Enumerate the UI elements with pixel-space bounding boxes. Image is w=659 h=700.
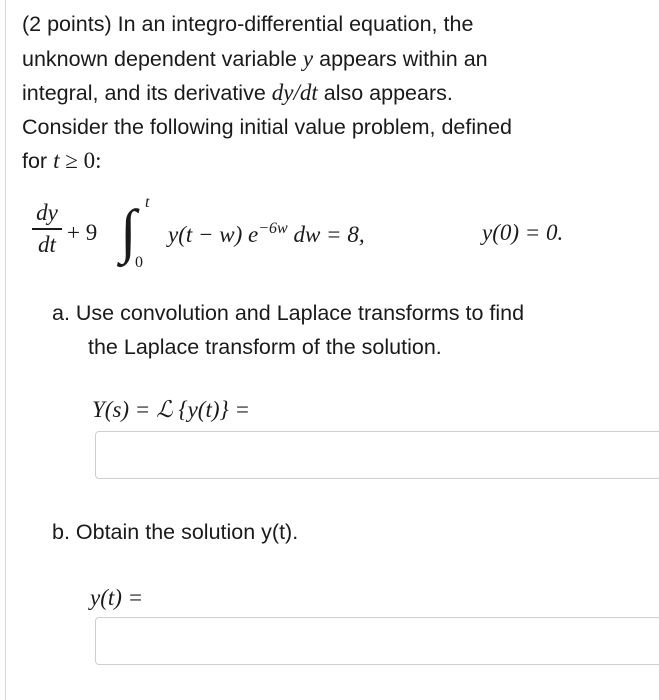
part-b-prompt bbox=[52, 515, 648, 549]
part-b-answer-input[interactable] bbox=[95, 617, 659, 665]
problem-statement bbox=[22, 8, 652, 179]
intro-line-5 bbox=[22, 144, 652, 179]
initial-condition-text: y(0) = 0. bbox=[482, 220, 564, 245]
math-var-t: t bbox=[53, 148, 60, 173]
intro-line-3 bbox=[22, 76, 652, 111]
fraction-denominator: dt bbox=[38, 231, 56, 257]
part-a-line-2: the Laplace transform of the solution. bbox=[88, 335, 442, 359]
math-dydt: dy/dt bbox=[271, 80, 318, 105]
intro-line-4: Consider the following initial value problem, defined bbox=[22, 114, 513, 139]
part-a-label: Y(s) = ℒ {y(t)} = bbox=[92, 397, 250, 422]
intro-text: for bbox=[22, 149, 54, 173]
initial-condition bbox=[482, 220, 563, 246]
math-var-y: y bbox=[302, 45, 314, 71]
exponent: −6w bbox=[258, 220, 288, 237]
fraction-numerator: dy bbox=[36, 200, 58, 225]
integrand-tail: dw = 8, bbox=[287, 222, 365, 247]
derivative-fraction bbox=[32, 200, 62, 258]
part-a-answer-input[interactable] bbox=[95, 431, 659, 479]
intro-text: integral, and its derivative bbox=[22, 81, 272, 105]
intro-text: appears within an bbox=[313, 46, 488, 71]
part-b-line-1: b. Obtain the solution y(t). bbox=[52, 520, 299, 544]
intro-text: also appears. bbox=[317, 81, 453, 105]
fraction-bar bbox=[32, 228, 62, 230]
integro-differential-equation bbox=[22, 196, 642, 276]
upper-limit: t bbox=[145, 194, 150, 211]
integral-sign: ∫ bbox=[120, 198, 137, 264]
part-a-line-1: a. Use convolution and Laplace transforms to find bbox=[52, 301, 525, 325]
part-a-prompt bbox=[52, 296, 648, 364]
intro-line-1: (2 points) In an integro-differential equation, the bbox=[22, 12, 474, 36]
part-b-label: y(t) = bbox=[90, 585, 144, 610]
math-condition: ≥ 0: bbox=[59, 148, 102, 173]
intro-text: unknown dependent variable bbox=[22, 46, 303, 71]
lower-limit: 0 bbox=[135, 254, 143, 271]
integrand-base: y(t − w) e bbox=[168, 222, 259, 247]
integrand bbox=[168, 220, 365, 248]
intro-line-2 bbox=[22, 42, 652, 77]
plus-coefficient: + 9 bbox=[67, 220, 98, 245]
